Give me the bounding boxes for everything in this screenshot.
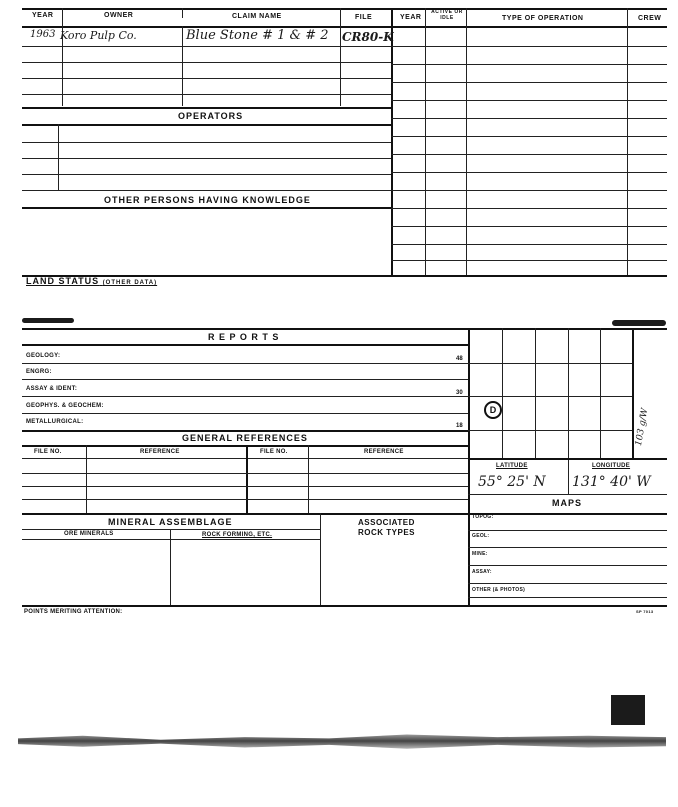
associated-rock-types-line1: ASSOCIATED: [358, 518, 415, 527]
points-meriting-attention: POINTS MERITING ATTENTION:: [24, 609, 123, 615]
maps-row-geol: GEOL:: [472, 533, 490, 539]
col-header-active-or-idle: ACTIVE OR IDLE: [431, 9, 463, 21]
form-code: SP 7013: [636, 609, 654, 614]
row1-claim-name: Blue Stone # 1 & # 2: [186, 28, 329, 43]
report-row-geophys: GEOPHYS. & GEOCHEM:: [26, 403, 104, 409]
report-mark-30: 30: [456, 390, 463, 396]
maps-row-other: OTHER (& PHOTOS): [472, 587, 526, 593]
report-row-engrg: ENGRG:: [26, 369, 52, 375]
side-note: 103 g/W: [634, 407, 651, 447]
maps-heading: MAPS: [552, 498, 583, 508]
operators-heading: OPERATORS: [178, 111, 244, 121]
grid-mark-circle: [484, 401, 502, 419]
maps-row-assay: ASSAY:: [472, 569, 492, 575]
general-references-heading: GENERAL REFERENCES: [182, 433, 308, 443]
row1-owner: Koro Pulp Co.: [60, 29, 137, 42]
mineral-assemblage-heading: MINERAL ASSEMBLAGE: [108, 517, 233, 527]
col-header-owner: OWNER: [104, 12, 134, 19]
maps-row-topog: TOPOG:: [472, 514, 494, 520]
land-status-heading: LAND STATUS (OTHER DATA): [26, 276, 158, 286]
report-row-assay: ASSAY & IDENT:: [26, 386, 78, 392]
other-persons-heading: OTHER PERSONS HAVING KNOWLEDGE: [104, 195, 311, 205]
genref-header-reference-2: REFERENCE: [364, 449, 404, 455]
report-mark-18: 18: [456, 423, 463, 429]
col-header-claim-name: CLAIM NAME: [232, 13, 282, 20]
genref-header-file-no-1: FILE NO.: [34, 449, 62, 455]
report-row-geology: GEOLOGY:: [26, 353, 61, 359]
associated-rock-types-line2: ROCK TYPES: [358, 528, 416, 537]
row1-year: 1963: [30, 29, 56, 40]
genref-header-reference-1: REFERENCE: [140, 449, 180, 455]
scan-artifact-smear: [18, 728, 666, 754]
genref-header-file-no-2: FILE NO.: [260, 449, 288, 455]
longitude-value: 131° 40' W: [572, 474, 651, 490]
col-header-year: YEAR: [32, 12, 54, 19]
maps-row-mine: MINE:: [472, 551, 488, 557]
col-header-year-2: YEAR: [400, 14, 422, 21]
ore-minerals-header: ORE MINERALS: [64, 531, 114, 537]
longitude-label: LONGITUDE: [592, 463, 631, 469]
row1-file: CR80-K: [342, 30, 394, 44]
rock-forming-header: ROCK FORMING, ETC.: [202, 532, 273, 538]
col-header-crew: CREW: [638, 15, 662, 22]
col-header-type-of-operation: TYPE OF OPERATION: [502, 15, 584, 22]
latitude-label: LATITUDE: [496, 463, 528, 469]
scan-artifact-block: [611, 695, 645, 725]
reports-heading: R E P O R T S: [208, 332, 280, 342]
grid-mark-letter: D: [489, 405, 497, 415]
report-row-metallurgical: METALLURGICAL:: [26, 419, 84, 425]
col-header-file: FILE: [355, 14, 373, 21]
latitude-value: 55° 25' N: [478, 474, 546, 490]
report-mark-48: 48: [456, 356, 463, 362]
